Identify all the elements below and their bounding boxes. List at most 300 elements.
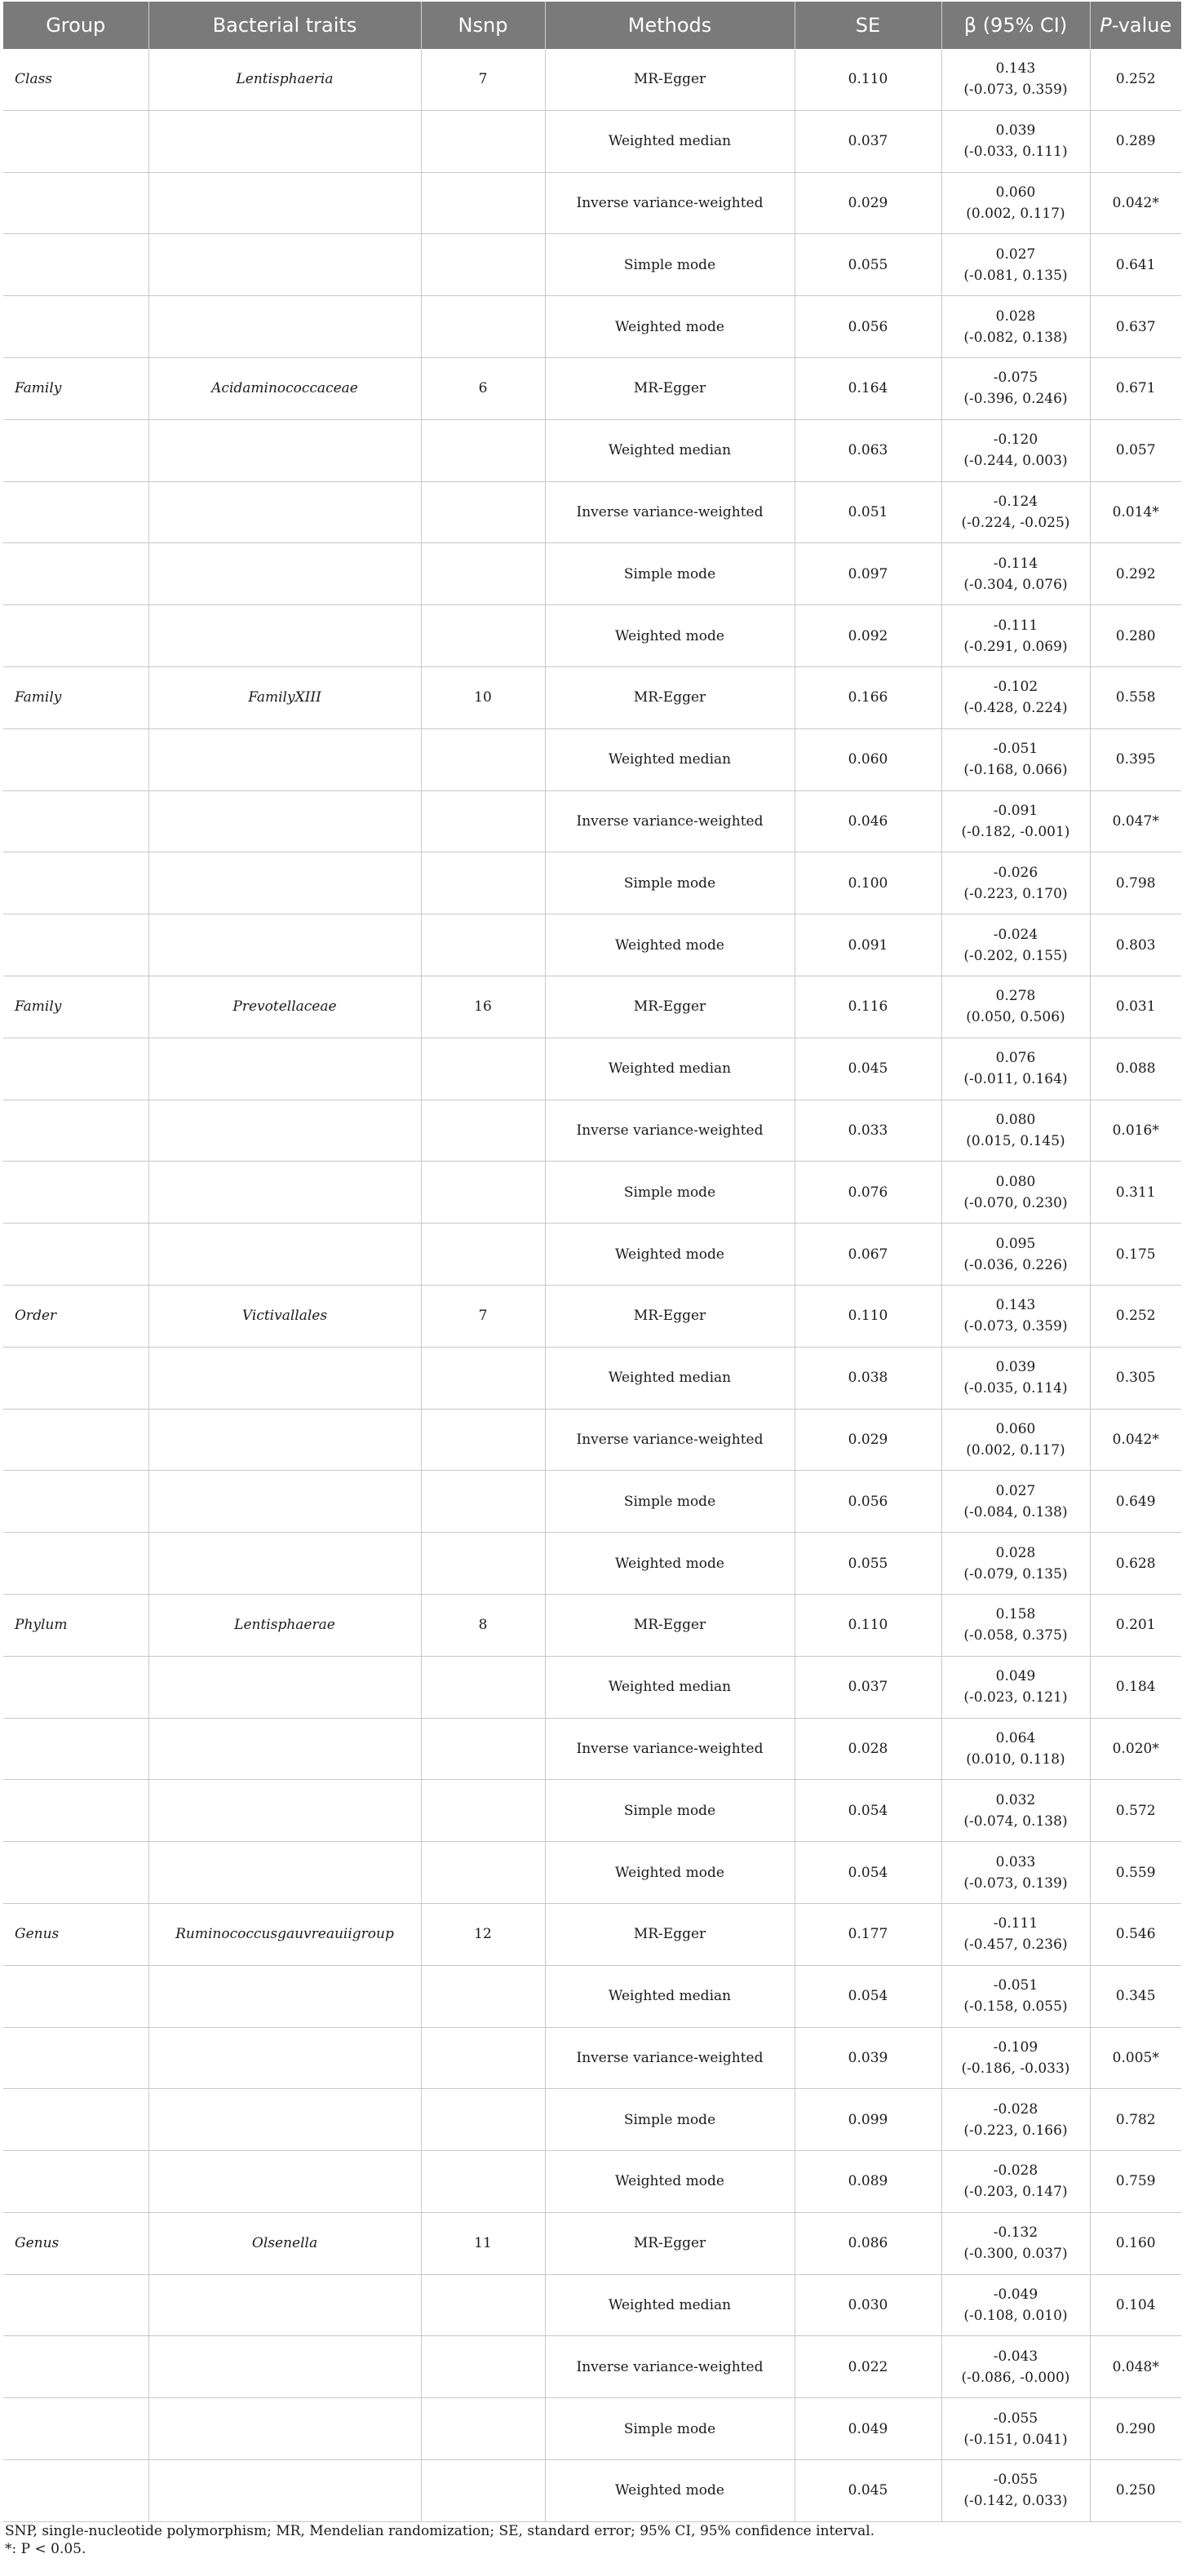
- beta-value: 0.032: [995, 1791, 1036, 1808]
- p-value-cell: 0.311: [1090, 1162, 1181, 1224]
- group-cell: [3, 1471, 148, 1533]
- table-row: [3, 1285, 1181, 1347]
- trait-cell: [148, 2089, 421, 2151]
- beta-ci-cell: [941, 1656, 1090, 1718]
- header-se: SE: [795, 2, 941, 49]
- group-cell: [3, 419, 148, 481]
- trait-cell: [148, 790, 421, 852]
- nsnp-cell: [421, 1533, 545, 1595]
- method-cell: Simple mode: [545, 1780, 795, 1842]
- group-cell: [3, 481, 148, 543]
- group-cell: [3, 1533, 148, 1595]
- beta-value: -0.120: [993, 432, 1038, 449]
- trait-cell: [148, 2274, 421, 2336]
- se-cell: 0.028: [795, 1718, 941, 1780]
- se-cell: 0.055: [795, 234, 941, 296]
- beta-ci-cell: [941, 1718, 1090, 1780]
- footnote-significance: *: P < 0.05.: [5, 2541, 86, 2557]
- footnote-abbreviations: SNP, single-nucleotide polymorphism; MR, Mendelian randomization; SE, standard error; 95% CI, 95% confidence interval.: [5, 2523, 875, 2539]
- table-row: [3, 2398, 1181, 2460]
- nsnp-cell: [421, 728, 545, 790]
- trait-cell: [148, 1224, 421, 1286]
- trait-cell: [148, 2398, 421, 2460]
- nsnp-cell: [421, 2151, 545, 2213]
- method-cell: MR-Egger: [545, 1594, 795, 1656]
- beta-value: -0.102: [993, 679, 1038, 696]
- method-cell: Inverse variance-weighted: [545, 481, 795, 543]
- beta-ci-cell: [941, 666, 1090, 728]
- beta-ci-cell: [941, 605, 1090, 667]
- method-cell: MR-Egger: [545, 357, 795, 419]
- ci-range: (-0.244, 0.003): [963, 453, 1068, 470]
- beta-ci-cell: [941, 728, 1090, 790]
- trait-cell: Lentisphaeria: [148, 49, 421, 110]
- se-cell: 0.060: [795, 728, 941, 790]
- beta-value: -0.024: [993, 926, 1038, 943]
- ci-range: (-0.457, 0.236): [963, 1936, 1068, 1954]
- header-p-value: [1090, 2, 1181, 49]
- se-cell: 0.029: [795, 172, 941, 234]
- nsnp-cell: [421, 543, 545, 605]
- nsnp-cell: [421, 1718, 545, 1780]
- nsnp-cell: 12: [421, 1903, 545, 1965]
- method-cell: MR-Egger: [545, 49, 795, 110]
- beta-ci-cell: [941, 1903, 1090, 1965]
- beta-ci-cell: [941, 543, 1090, 605]
- nsnp-cell: 10: [421, 666, 545, 728]
- group-cell: Order: [3, 1285, 148, 1347]
- group-cell: [3, 1224, 148, 1286]
- method-cell: MR-Egger: [545, 2212, 795, 2274]
- beta-ci-cell: [941, 1100, 1090, 1162]
- se-cell: 0.067: [795, 1224, 941, 1286]
- group-cell: [3, 1718, 148, 1780]
- se-cell: 0.022: [795, 2336, 941, 2398]
- header-bacterial-traits: Bacterial traits: [148, 2, 421, 49]
- trait-cell: FamilyXIII: [148, 666, 421, 728]
- ci-range: (-0.428, 0.224): [963, 700, 1068, 717]
- group-cell: [3, 790, 148, 852]
- beta-ci-cell: [941, 2027, 1090, 2089]
- table-body: [3, 49, 1181, 2521]
- se-cell: 0.038: [795, 1347, 941, 1409]
- nsnp-cell: [421, 1347, 545, 1409]
- nsnp-cell: [421, 419, 545, 481]
- se-cell: 0.051: [795, 481, 941, 543]
- table-row: [3, 110, 1181, 172]
- se-cell: 0.110: [795, 1285, 941, 1347]
- se-cell: 0.029: [795, 1409, 941, 1471]
- trait-cell: [148, 1965, 421, 2027]
- p-value-cell: 0.057: [1090, 419, 1181, 481]
- trait-cell: Prevotellaceae: [148, 976, 421, 1038]
- ci-range: (-0.011, 0.164): [963, 1071, 1068, 1088]
- beta-ci-cell: [941, 852, 1090, 914]
- group-cell: [3, 2336, 148, 2398]
- table-row: [3, 1224, 1181, 1286]
- p-value-cell: 0.759: [1090, 2151, 1181, 2213]
- ci-range: (-0.300, 0.037): [963, 2246, 1068, 2263]
- nsnp-cell: [421, 2398, 545, 2460]
- nsnp-cell: [421, 1409, 545, 1471]
- group-cell: [3, 1347, 148, 1409]
- ci-range: (-0.073, 0.359): [963, 82, 1068, 99]
- beta-ci-cell: [941, 234, 1090, 296]
- nsnp-cell: [421, 1224, 545, 1286]
- trait-cell: [148, 1100, 421, 1162]
- beta-value: -0.055: [993, 2410, 1038, 2427]
- beta-ci-cell: [941, 2151, 1090, 2213]
- ci-range: (-0.073, 0.139): [963, 1874, 1068, 1892]
- se-cell: 0.110: [795, 49, 941, 110]
- p-value-cell: 0.184: [1090, 1656, 1181, 1718]
- beta-ci-cell: [941, 1780, 1090, 1842]
- ci-range: (-0.203, 0.147): [963, 2184, 1068, 2201]
- p-value-cell: 0.088: [1090, 1038, 1181, 1100]
- beta-value: 0.039: [995, 1359, 1036, 1376]
- beta-value: -0.051: [993, 1977, 1038, 1994]
- trait-cell: [148, 419, 421, 481]
- beta-ci-cell: [941, 2274, 1090, 2336]
- beta-ci-cell: [941, 1471, 1090, 1533]
- beta-value: 0.027: [995, 1482, 1036, 1499]
- group-cell: [3, 110, 148, 172]
- beta-value: -0.111: [993, 617, 1038, 634]
- header-nsnp: Nsnp: [421, 2, 545, 49]
- beta-ci-cell: [941, 1842, 1090, 1904]
- nsnp-cell: [421, 1162, 545, 1224]
- group-cell: [3, 2089, 148, 2151]
- beta-ci-cell: [941, 2336, 1090, 2398]
- beta-ci-cell: [941, 1533, 1090, 1595]
- method-cell: MR-Egger: [545, 1903, 795, 1965]
- se-cell: 0.063: [795, 419, 941, 481]
- table-row: [3, 666, 1181, 728]
- group-cell: [3, 1162, 148, 1224]
- p-value-cell: 0.637: [1090, 296, 1181, 358]
- group-cell: [3, 2027, 148, 2089]
- header-row: [3, 2, 1181, 49]
- beta-value: -0.055: [993, 2472, 1038, 2489]
- method-cell: Inverse variance-weighted: [545, 790, 795, 852]
- nsnp-cell: [421, 1471, 545, 1533]
- beta-value: 0.060: [995, 184, 1036, 201]
- se-cell: 0.099: [795, 2089, 941, 2151]
- method-cell: Weighted median: [545, 728, 795, 790]
- se-cell: 0.037: [795, 1656, 941, 1718]
- method-cell: Weighted median: [545, 1038, 795, 1100]
- beta-value: 0.049: [995, 1668, 1036, 1685]
- beta-ci-cell: [941, 481, 1090, 543]
- beta-ci-cell: [941, 419, 1090, 481]
- method-cell: Weighted mode: [545, 605, 795, 667]
- table-row: [3, 1903, 1181, 1965]
- trait-cell: [148, 2336, 421, 2398]
- group-cell: [3, 1409, 148, 1471]
- beta-value: 0.033: [995, 1853, 1036, 1870]
- group-cell: [3, 1965, 148, 2027]
- se-cell: 0.037: [795, 110, 941, 172]
- beta-value: 0.095: [995, 1235, 1036, 1252]
- method-cell: Inverse variance-weighted: [545, 1100, 795, 1162]
- group-cell: Genus: [3, 2212, 148, 2274]
- p-value-cell: 0.803: [1090, 914, 1181, 976]
- trait-cell: [148, 1718, 421, 1780]
- se-cell: 0.033: [795, 1100, 941, 1162]
- beta-value: 0.060: [995, 1420, 1036, 1437]
- ci-range: (-0.023, 0.121): [963, 1689, 1068, 1706]
- trait-cell: [148, 234, 421, 296]
- header-p-suffix: -value: [1111, 14, 1172, 37]
- p-value-cell: 0.641: [1090, 234, 1181, 296]
- nsnp-cell: 6: [421, 357, 545, 419]
- group-cell: Phylum: [3, 1594, 148, 1656]
- p-value-cell: 0.290: [1090, 2398, 1181, 2460]
- trait-cell: [148, 296, 421, 358]
- p-value-cell: 0.104: [1090, 2274, 1181, 2336]
- group-cell: [3, 1656, 148, 1718]
- ci-range: (0.050, 0.506): [966, 1009, 1065, 1026]
- ci-range: (-0.182, -0.001): [961, 823, 1070, 840]
- p-value-cell: 0.250: [1090, 2460, 1181, 2522]
- ci-range: (-0.073, 0.359): [963, 1318, 1068, 1335]
- method-cell: Simple mode: [545, 543, 795, 605]
- ci-range: (-0.035, 0.114): [963, 1380, 1068, 1397]
- p-value-cell: 0.201: [1090, 1594, 1181, 1656]
- method-cell: Inverse variance-weighted: [545, 2027, 795, 2089]
- beta-ci-cell: [941, 357, 1090, 419]
- ci-range: (0.015, 0.145): [966, 1132, 1065, 1149]
- nsnp-cell: [421, 1842, 545, 1904]
- beta-ci-cell: [941, 1224, 1090, 1286]
- se-cell: 0.089: [795, 2151, 941, 2213]
- group-cell: Family: [3, 976, 148, 1038]
- p-value-cell: 0.559: [1090, 1842, 1181, 1904]
- p-value-cell: 0.160: [1090, 2212, 1181, 2274]
- se-cell: 0.166: [795, 666, 941, 728]
- nsnp-cell: 8: [421, 1594, 545, 1656]
- beta-value: -0.075: [993, 370, 1038, 387]
- beta-value: 0.027: [995, 246, 1036, 263]
- table-row: [3, 49, 1181, 110]
- nsnp-cell: 7: [421, 49, 545, 110]
- table-row: [3, 1347, 1181, 1409]
- beta-ci-cell: [941, 49, 1090, 110]
- trait-cell: Victivallales: [148, 1285, 421, 1347]
- beta-ci-cell: [941, 172, 1090, 234]
- se-cell: 0.177: [795, 1903, 941, 1965]
- p-value-cell: 0.031: [1090, 976, 1181, 1038]
- ci-range: (0.010, 0.118): [966, 1751, 1065, 1768]
- ci-range: (-0.224, -0.025): [961, 514, 1070, 531]
- se-cell: 0.039: [795, 2027, 941, 2089]
- se-cell: 0.054: [795, 1842, 941, 1904]
- p-value-cell: 0.048*: [1090, 2336, 1181, 2398]
- table-row: [3, 419, 1181, 481]
- trait-cell: [148, 1842, 421, 1904]
- ci-range: (-0.223, 0.170): [963, 885, 1068, 902]
- beta-value: 0.143: [995, 1297, 1036, 1314]
- method-cell: MR-Egger: [545, 666, 795, 728]
- table-row: [3, 976, 1181, 1038]
- group-cell: [3, 1038, 148, 1100]
- method-cell: Weighted mode: [545, 914, 795, 976]
- ci-range: (-0.081, 0.135): [963, 267, 1068, 284]
- se-cell: 0.045: [795, 2460, 941, 2522]
- group-cell: [3, 1100, 148, 1162]
- beta-value: -0.028: [993, 2100, 1038, 2118]
- table-row: [3, 605, 1181, 667]
- group-cell: Family: [3, 666, 148, 728]
- trait-cell: Olsenella: [148, 2212, 421, 2274]
- group-cell: [3, 1780, 148, 1842]
- ci-range: (-0.396, 0.246): [963, 391, 1068, 408]
- trait-cell: [148, 1533, 421, 1595]
- nsnp-cell: [421, 914, 545, 976]
- ci-range: (-0.058, 0.375): [963, 1627, 1068, 1644]
- beta-ci-cell: [941, 1162, 1090, 1224]
- se-cell: 0.092: [795, 605, 941, 667]
- beta-value: -0.091: [993, 802, 1038, 819]
- method-cell: Simple mode: [545, 852, 795, 914]
- group-cell: [3, 2151, 148, 2213]
- group-cell: [3, 2274, 148, 2336]
- nsnp-cell: [421, 1780, 545, 1842]
- beta-value: 0.278: [995, 988, 1036, 1005]
- p-value-cell: 0.020*: [1090, 1718, 1181, 1780]
- ci-range: (-0.082, 0.138): [963, 329, 1068, 346]
- beta-ci-cell: [941, 914, 1090, 976]
- ci-range: (-0.033, 0.111): [963, 144, 1068, 161]
- beta-value: 0.039: [995, 122, 1036, 139]
- beta-ci-cell: [941, 1285, 1090, 1347]
- nsnp-cell: [421, 1656, 545, 1718]
- method-cell: Weighted median: [545, 2274, 795, 2336]
- method-cell: MR-Egger: [545, 976, 795, 1038]
- header-p-italic: P: [1100, 14, 1112, 37]
- beta-ci-cell: [941, 790, 1090, 852]
- header-group: Group: [3, 2, 148, 49]
- nsnp-cell: 11: [421, 2212, 545, 2274]
- p-value-cell: 0.175: [1090, 1224, 1181, 1286]
- nsnp-cell: [421, 2089, 545, 2151]
- table-row: [3, 2212, 1181, 2274]
- beta-ci-cell: [941, 2212, 1090, 2274]
- beta-value: 0.028: [995, 1544, 1036, 1561]
- table-row: [3, 2336, 1181, 2398]
- group-cell: [3, 234, 148, 296]
- ci-range: (-0.084, 0.138): [963, 1503, 1068, 1520]
- nsnp-cell: [421, 172, 545, 234]
- p-value-cell: 0.649: [1090, 1471, 1181, 1533]
- p-value-cell: 0.252: [1090, 1285, 1181, 1347]
- p-value-cell: 0.005*: [1090, 2027, 1181, 2089]
- table-row: [3, 172, 1181, 234]
- table-row: [3, 790, 1181, 852]
- group-cell: [3, 2398, 148, 2460]
- trait-cell: [148, 172, 421, 234]
- beta-value: -0.026: [993, 864, 1038, 881]
- group-cell: [3, 296, 148, 358]
- ci-range: (-0.202, 0.155): [963, 947, 1068, 964]
- ci-range: (-0.108, 0.010): [963, 2308, 1068, 2325]
- beta-ci-cell: [941, 110, 1090, 172]
- method-cell: Weighted mode: [545, 2151, 795, 2213]
- p-value-cell: 0.042*: [1090, 1409, 1181, 1471]
- method-cell: Weighted mode: [545, 1224, 795, 1286]
- trait-cell: [148, 1656, 421, 1718]
- group-cell: [3, 172, 148, 234]
- trait-cell: [148, 605, 421, 667]
- se-cell: 0.100: [795, 852, 941, 914]
- nsnp-cell: [421, 296, 545, 358]
- beta-value: -0.124: [993, 493, 1038, 510]
- table-row: [3, 1842, 1181, 1904]
- nsnp-cell: [421, 481, 545, 543]
- beta-value: -0.051: [993, 741, 1038, 758]
- se-cell: 0.030: [795, 2274, 941, 2336]
- method-cell: Inverse variance-weighted: [545, 2336, 795, 2398]
- p-value-cell: 0.280: [1090, 605, 1181, 667]
- method-cell: Weighted median: [545, 419, 795, 481]
- beta-ci-cell: [941, 976, 1090, 1038]
- p-value-cell: 0.572: [1090, 1780, 1181, 1842]
- se-cell: 0.045: [795, 1038, 941, 1100]
- nsnp-cell: 16: [421, 976, 545, 1038]
- ci-range: (-0.074, 0.138): [963, 1812, 1068, 1830]
- ci-range: (-0.158, 0.055): [963, 1998, 1068, 2016]
- trait-cell: [148, 914, 421, 976]
- group-cell: [3, 605, 148, 667]
- se-cell: 0.046: [795, 790, 941, 852]
- beta-value: -0.028: [993, 2162, 1038, 2180]
- group-cell: [3, 852, 148, 914]
- table-row: [3, 914, 1181, 976]
- se-cell: 0.055: [795, 1533, 941, 1595]
- method-cell: Weighted mode: [545, 2460, 795, 2522]
- ci-range: (-0.291, 0.069): [963, 638, 1068, 655]
- beta-value: 0.076: [995, 1050, 1036, 1067]
- ci-range: (-0.142, 0.033): [963, 2493, 1068, 2510]
- table-row: [3, 1594, 1181, 1656]
- trait-cell: [148, 852, 421, 914]
- se-cell: 0.110: [795, 1594, 941, 1656]
- nsnp-cell: [421, 1038, 545, 1100]
- ci-range: (-0.168, 0.066): [963, 762, 1068, 779]
- table-row: [3, 1780, 1181, 1842]
- trait-cell: [148, 1471, 421, 1533]
- trait-cell: Ruminococcusgauvreauiigroup: [148, 1903, 421, 1965]
- trait-cell: [148, 110, 421, 172]
- table-row: [3, 1471, 1181, 1533]
- p-value-cell: 0.395: [1090, 728, 1181, 790]
- group-cell: Class: [3, 49, 148, 110]
- p-value-cell: 0.305: [1090, 1347, 1181, 1409]
- ci-range: (0.002, 0.117): [966, 205, 1065, 222]
- beta-value: -0.111: [993, 1915, 1038, 1932]
- beta-ci-cell: [941, 1038, 1090, 1100]
- method-cell: Inverse variance-weighted: [545, 172, 795, 234]
- beta-value: -0.132: [993, 2224, 1038, 2242]
- beta-value: -0.109: [993, 2038, 1038, 2056]
- beta-ci-cell: [941, 1409, 1090, 1471]
- trait-cell: Lentisphaerae: [148, 1594, 421, 1656]
- group-cell: [3, 914, 148, 976]
- p-value-cell: 0.016*: [1090, 1100, 1181, 1162]
- nsnp-cell: [421, 234, 545, 296]
- beta-value: -0.049: [993, 2286, 1038, 2304]
- table-row: [3, 1656, 1181, 1718]
